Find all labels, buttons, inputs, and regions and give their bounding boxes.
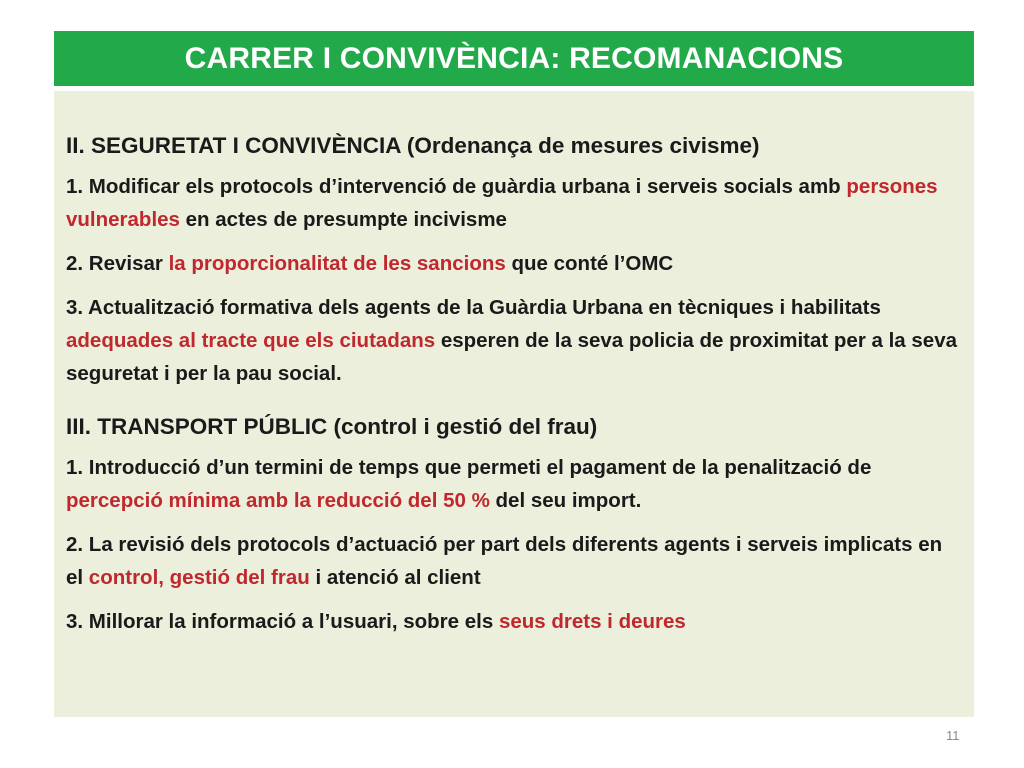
highlighted-text: adequades al tracte que els ciutadans <box>66 329 436 352</box>
list-item <box>66 451 960 517</box>
highlighted-text: control, gestió del frau <box>88 566 310 589</box>
item-text: que conté l’OMC <box>505 252 674 275</box>
item-text: del seu import. <box>489 489 642 512</box>
item-text: 2. La revisió dels protocols d’actuació per part dels diferents agents i serveis implicats en el <box>66 533 943 589</box>
item-text: i atenció al client <box>309 566 481 589</box>
item-text: esperen de la seva policia de proximitat per a la seva seguretat i per la pau social. <box>66 329 957 385</box>
item-text: en actes de presumpte incivisme <box>179 208 507 231</box>
highlighted-text: la proporcionalitat de les sancions <box>168 252 506 275</box>
item-text: 2. Revisar <box>66 252 169 275</box>
list-item <box>66 247 960 280</box>
highlighted-text: percepció mínima amb la reducció del 50 % <box>66 489 490 512</box>
item-text: 1. Modificar els protocols d’intervenció de guàrdia urbana i serveis socials amb <box>66 175 847 198</box>
content-box <box>54 91 974 717</box>
slide-title: CARRER I CONVIVÈNCIA: RECOMANACIONS <box>184 41 844 75</box>
section-heading: III. TRANSPORT PÚBLIC (control i gestió del frau) <box>66 414 598 439</box>
section-transport <box>66 412 960 638</box>
highlighted-text: seus drets i deures <box>498 610 686 633</box>
title-bar <box>54 31 974 86</box>
highlighted-text: persones vulnerables <box>66 175 938 231</box>
list-item <box>66 291 960 390</box>
list-item <box>66 170 960 236</box>
list-item <box>66 528 960 594</box>
page-number: 11 <box>946 728 960 743</box>
item-text: 1. Introducció d’un termini de temps que permeti el pagament de la penalització de <box>66 456 872 479</box>
section-seguretat <box>66 131 960 390</box>
section-heading: II. SEGURETAT I CONVIVÈNCIA (Ordenança de mesures civisme) <box>66 133 760 158</box>
list-item <box>66 605 960 638</box>
item-text: 3. Actualització formativa dels agents de la Guàrdia Urbana en tècniques i habilitats <box>66 296 881 319</box>
item-text: 3. Millorar la informació a l’usuari, sobre els <box>66 610 499 633</box>
